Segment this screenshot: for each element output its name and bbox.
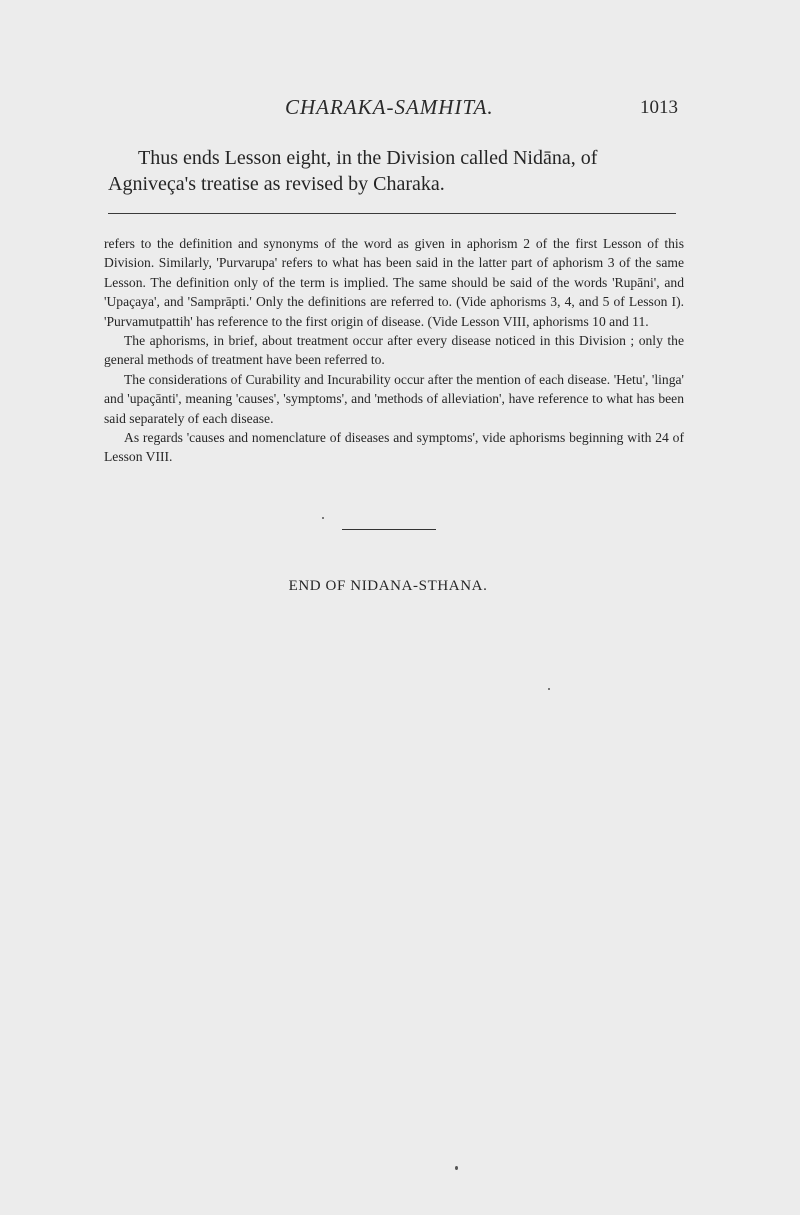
end-of-section-heading — [0, 578, 800, 595]
page-number: 1013 — [640, 97, 678, 118]
paper-speck — [322, 517, 324, 519]
note-paragraph: The aphorisms, in brief, about treatment occur after every disease noticed in this Division ; only the general methods of treatment have been referred to. — [104, 333, 684, 368]
running-head — [0, 95, 800, 125]
short-separator-rule — [342, 529, 436, 530]
end-heading-text: END OF NIDANA-STHANA. — [288, 578, 488, 594]
paper-speck — [548, 688, 550, 690]
note-paragraph: refers to the definition and synonyms of the word as given in aphorism 2 of the first Lesson of this Division. Similarly, 'Purvarupa' refers to what has been said in the latter part of aphorism 3 of the same Lesson. The definition only of the term is implied. The same should be said of the words 'Rupāni', and 'Upaçaya', and 'Samprāpti.' Only the definitions are referred to. (Vide aphorisms 3, 4, and 5 of Lesson I). 'Purvamutpattih' has reference to the first origin of disease. (Vide Lesson VIII, aphorisms 10 and 11. — [104, 236, 684, 329]
footnotes — [104, 234, 684, 467]
note-paragraph: As regards 'causes and nomenclature of diseases and symptoms', vide aphorisms beginning with 24 of Lesson VIII. — [104, 430, 684, 465]
lesson-closing-statement — [108, 145, 686, 197]
separator-rule — [108, 213, 676, 214]
running-head-title: CHARAKA-SAMHITA. — [285, 95, 494, 119]
closing-text: Thus ends Lesson eight, in the Division called Nidāna, of Agniveça's treatise as revised by Charaka. — [108, 147, 598, 195]
note-paragraph: The considerations of Curability and Incurability occur after the mention of each disease. 'Hetu', 'linga' and 'upaçānti', meaning 'causes', 'symptoms', and 'methods of alleviation', have reference to what has been said separately of each disease. — [104, 371, 684, 426]
paper-speck — [455, 1166, 458, 1170]
